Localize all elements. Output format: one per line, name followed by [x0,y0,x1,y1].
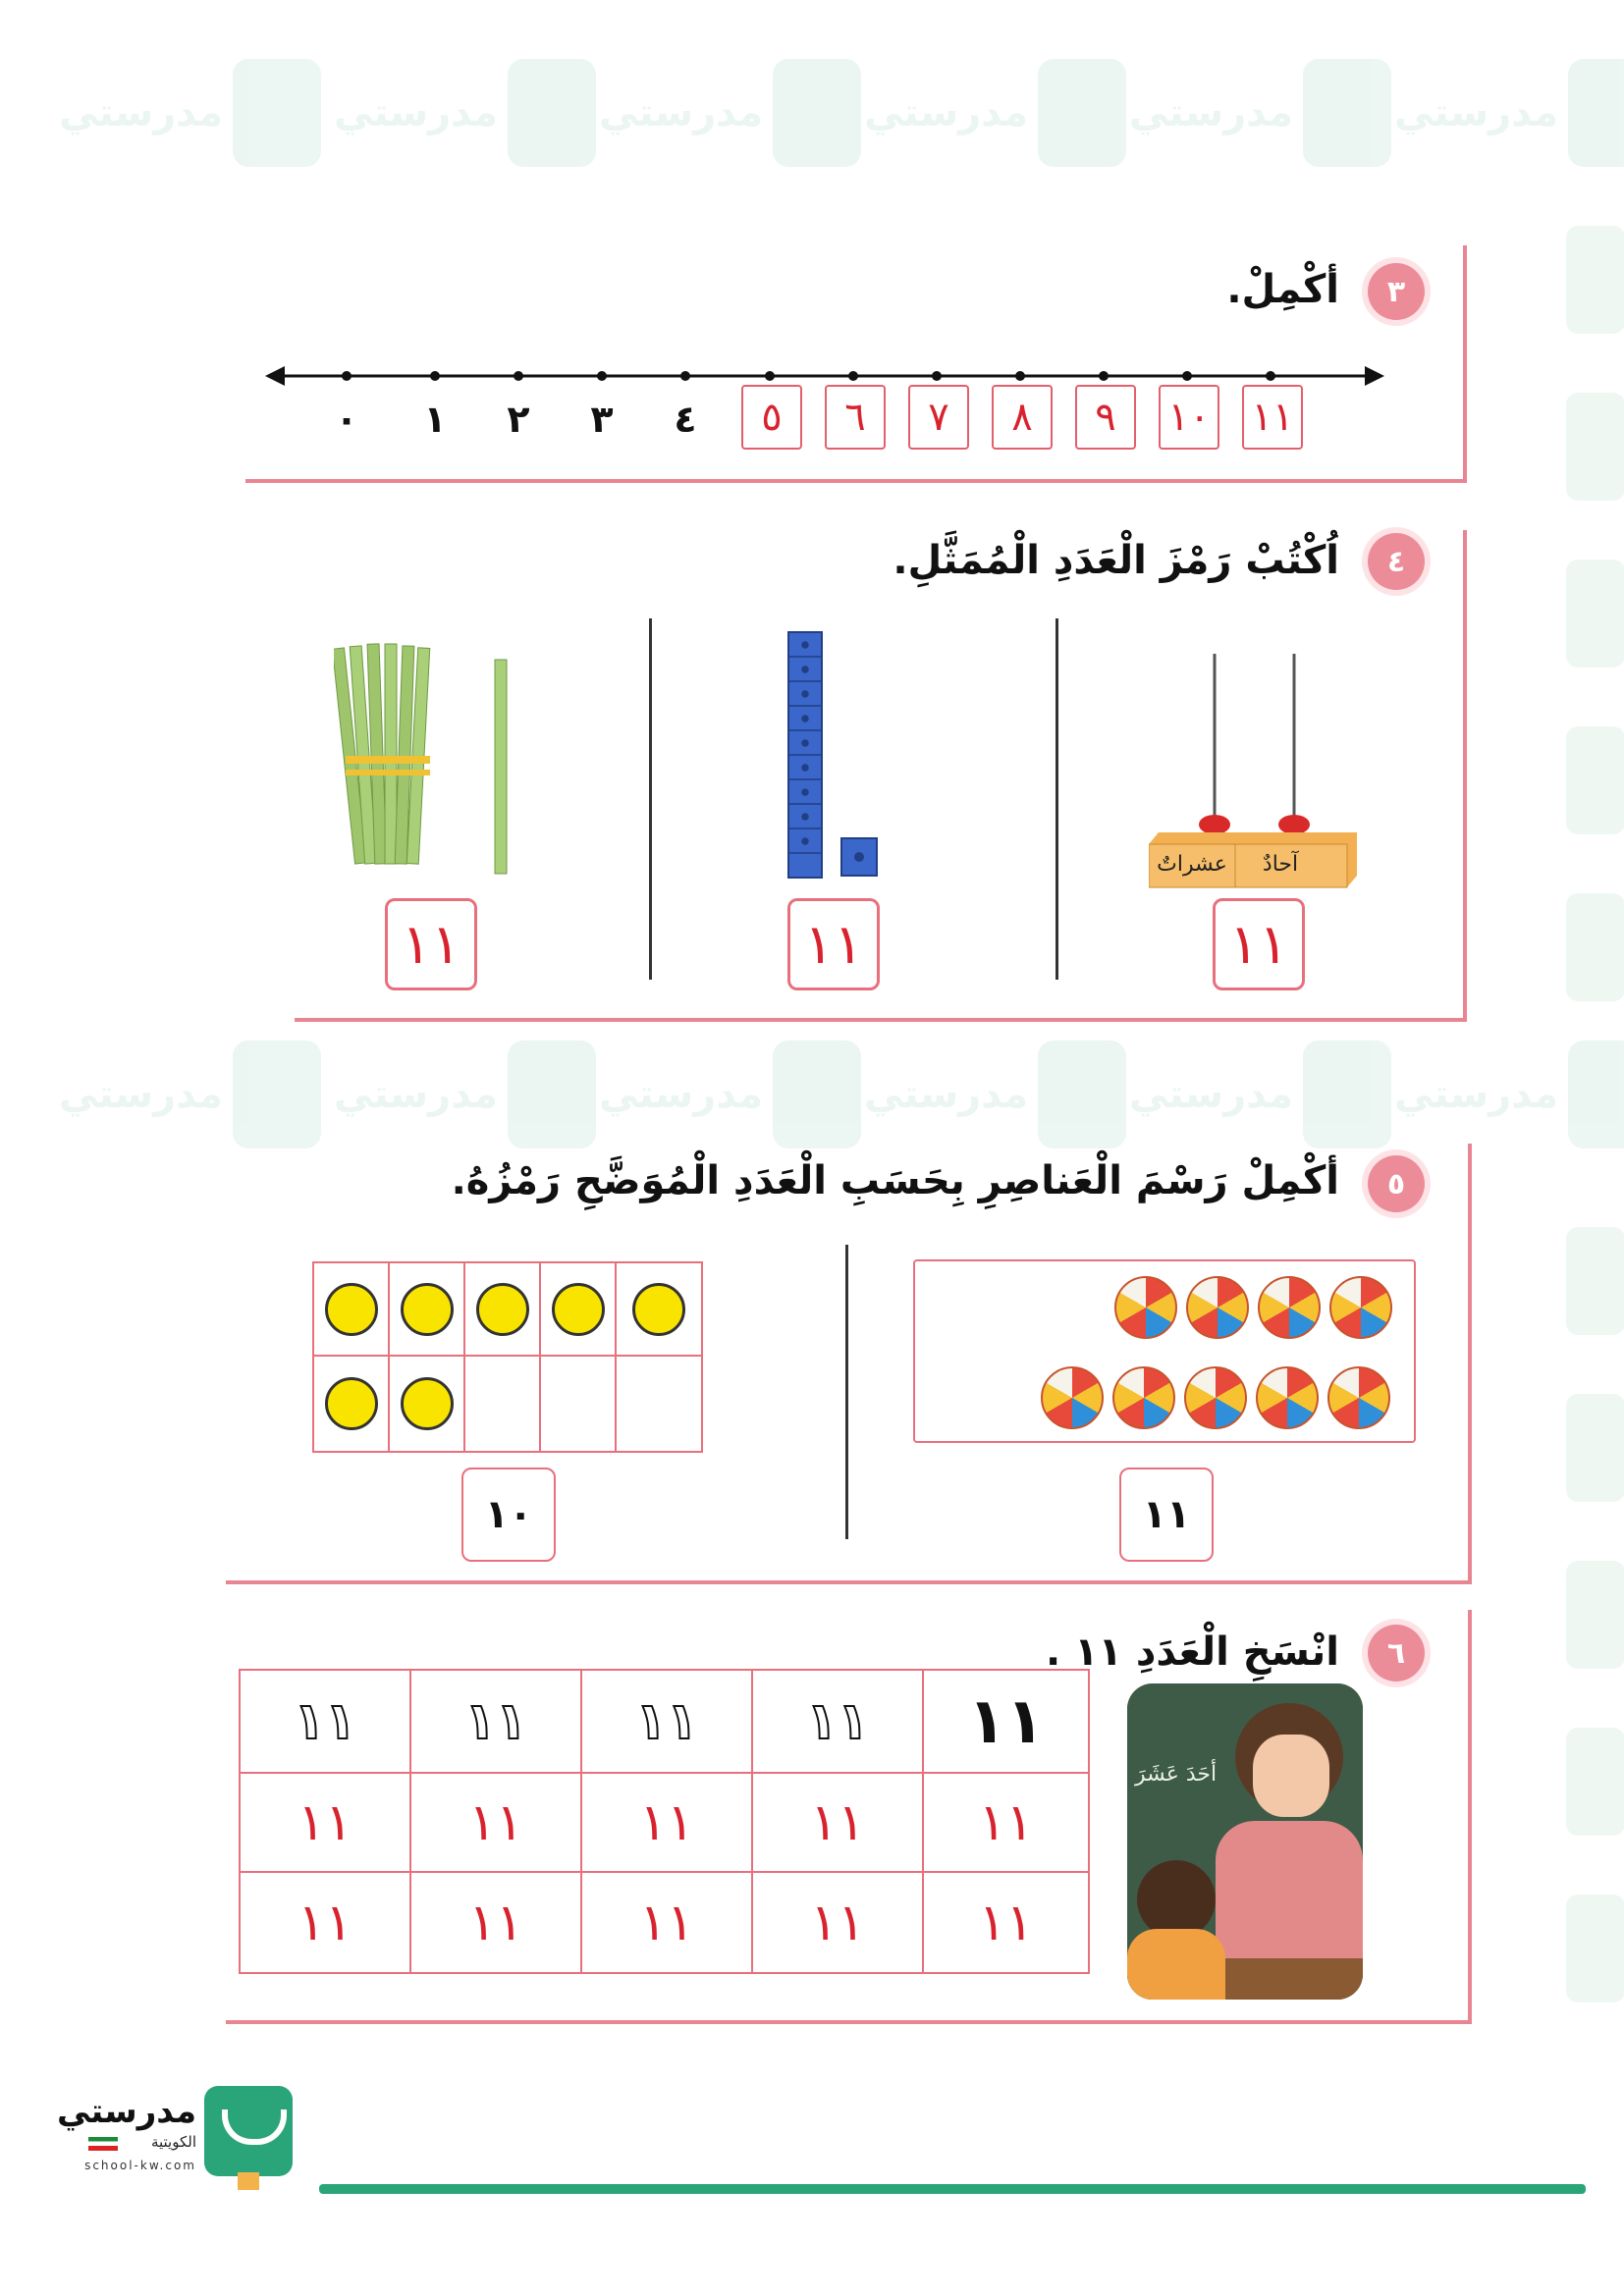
divider [845,1245,848,1539]
watermark: مدرستي [59,1041,321,1148]
nl-answer-6[interactable]: ٦ [825,385,886,450]
watermark: مدرستي [864,1041,1126,1148]
nl-label-3: ٣ [590,398,614,441]
dotted-number: ١١ [751,1669,924,1774]
written-number[interactable]: ١١ [922,1871,1090,1974]
counter [325,1283,378,1336]
model-number: ١١ [922,1669,1090,1774]
written-number[interactable]: ١١ [409,1772,582,1873]
written-number[interactable]: ١١ [580,1871,753,1974]
number-line-tick [430,371,440,381]
footer-url: school-kw.com [84,2159,196,2172]
abacus-tens-label: عشراتٌ [1157,852,1227,877]
written-number[interactable]: ١١ [751,1772,924,1873]
written-number[interactable]: ١١ [751,1871,924,1974]
abacus-ones-label: آحادٌ [1262,852,1299,877]
ball [1184,1366,1247,1429]
kuwait-flag-icon [88,2137,118,2151]
nl-answer-11[interactable]: ١١ [1242,385,1303,450]
q5-number-right: ١١ [1119,1468,1214,1562]
watermark: مدرستي [1394,59,1624,167]
balls-row-1 [1114,1276,1392,1339]
number-line-tick [1099,371,1109,381]
ten-frame-cell[interactable] [539,1355,617,1453]
watermark: مدرستي [599,1041,861,1148]
counter [632,1283,685,1336]
ten-frame-cell [312,1261,390,1357]
divider [649,618,652,980]
watermark: مدرستي [59,59,321,167]
balls-row-2 [1041,1366,1390,1429]
watermark: مدرستي [864,59,1126,167]
footer-line [319,2184,1586,2194]
nl-answer-10[interactable]: ١٠ [1159,385,1219,450]
student [1137,1860,1216,1939]
base-ten-blocks-image [781,628,889,883]
written-number[interactable]: ١١ [922,1772,1090,1873]
q4-answer-abacus[interactable]: ١١ [1213,898,1305,990]
ten-frame-cell [539,1261,617,1357]
counter [325,1377,378,1430]
ten-frame-cell [388,1261,465,1357]
nl-label-4: ٤ [674,398,697,441]
ball [1327,1366,1390,1429]
number-line-tick [1266,371,1275,381]
number-line-tick [514,371,523,381]
q4-answer-blocks[interactable]: ١١ [787,898,880,990]
ten-frame-cell[interactable] [463,1355,541,1453]
straw-bundle-image [334,638,540,883]
counter [401,1377,454,1430]
footer-brand: مدرستي [57,2092,196,2131]
counter [476,1283,529,1336]
nl-label-0: ٠ [335,398,358,441]
q6-instruction: انْسَخِ الْعَدَدِ ١١ . [1045,1629,1339,1675]
q5-number-left: ١٠ [461,1468,556,1562]
number-line-tick [597,371,607,381]
ball [1258,1276,1321,1339]
written-number[interactable]: ١١ [580,1772,753,1873]
ball [1186,1276,1249,1339]
ball [1256,1366,1319,1429]
nl-answer-7[interactable]: ٧ [908,385,969,450]
dotted-number: ١١ [239,1669,411,1774]
classroom-illustration [1127,1683,1363,2000]
q4-instruction: اُكْتُبْ رَمْزَ الْعَدَدِ الْمُمَثَّلِ. [893,538,1339,583]
watermark: مدرستي [334,59,596,167]
ten-frame-cell[interactable] [615,1355,703,1453]
nl-answer-5[interactable]: ٥ [741,385,802,450]
footer-logo [49,2086,304,2184]
q5-instruction: أكْمِلْ رَسْمَ الْعَناصِرِ بِحَسَبِ الْعَدَدِ الْمُوَضَّحِ رَمْزُهُ. [451,1158,1339,1203]
written-number[interactable]: ١١ [409,1871,582,1974]
ball [1041,1366,1104,1429]
q4-answer-straws[interactable]: ١١ [385,898,477,990]
q6-number-badge: ٦ [1368,1625,1425,1682]
q5-number-badge: ٥ [1368,1155,1425,1212]
dotted-number: ١١ [409,1669,582,1774]
ball [1112,1366,1175,1429]
divider [1056,618,1058,980]
number-line-tick [932,371,942,381]
number-line-tick [848,371,858,381]
chalkboard-text: أحَدَ عَشَرَ [1135,1762,1218,1787]
ten-frame-cell [388,1355,465,1453]
written-number[interactable]: ١١ [239,1772,411,1873]
watermark: مدرستي [1129,1041,1391,1148]
footer-sub: الكويتية [150,2133,196,2151]
q3-number-badge: ٣ [1368,263,1425,320]
ball [1114,1276,1177,1339]
nl-answer-9[interactable]: ٩ [1075,385,1136,450]
watermark: مدرستي [1129,59,1391,167]
q3-instruction: أكْمِلْ. [1226,267,1339,312]
watermark: مدرستي [1394,1041,1624,1148]
ten-frame-cell [615,1261,703,1357]
watermark: مدرستي [334,1041,596,1148]
nl-label-1: ١ [423,398,447,441]
ten-frame-cell [463,1261,541,1357]
ten-frame-cell [312,1355,390,1453]
counter [401,1283,454,1336]
nl-answer-8[interactable]: ٨ [992,385,1053,450]
number-line-tick [1182,371,1192,381]
number-line-tick [1015,371,1025,381]
number-line-tick [342,371,352,381]
ball [1329,1276,1392,1339]
number-line-tick [765,371,775,381]
watermark: مدرستي [599,59,861,167]
written-number[interactable]: ١١ [239,1871,411,1974]
number-line-tick [680,371,690,381]
dotted-number: ١١ [580,1669,753,1774]
q4-number-badge: ٤ [1368,533,1425,590]
nl-label-2: ٢ [507,398,530,441]
counter [552,1283,605,1336]
logo-icon [204,2086,293,2176]
